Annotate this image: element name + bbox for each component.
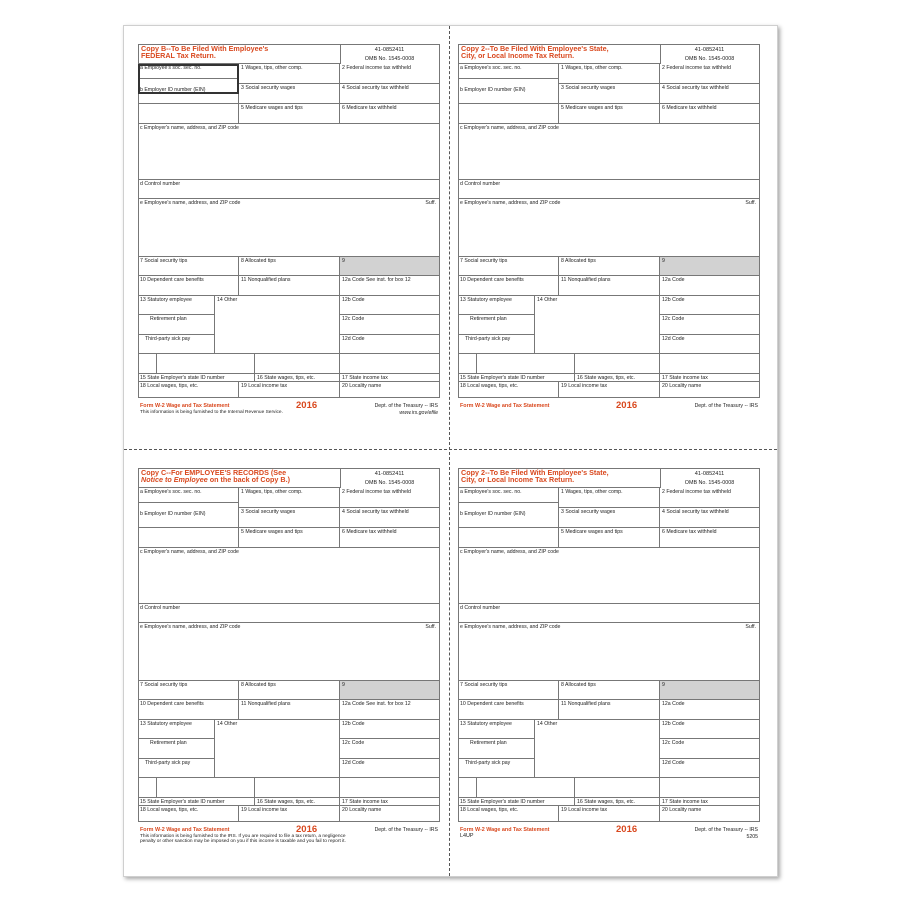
box-19-local-tax[interactable]: 19 Local income tax [559,382,660,398]
box-a[interactable] [458,468,661,488]
title-rest: on the back of Copy B.) [207,475,290,485]
box-11-nonqualified[interactable]: 11 Nonqualified plans [239,700,340,720]
box-16-state-wages[interactable]: 16 State wages, tips, etc. [575,798,660,806]
box-16-state-wages[interactable]: 16 State wages, tips, etc. [255,798,340,806]
state-spacer [138,778,157,798]
box-d-control[interactable]: d Control number [458,604,760,623]
form-copy-b [138,44,440,422]
state-spacer-3 [255,778,340,798]
box-17-state-tax[interactable]: 17 State income tax [660,798,760,806]
box-c-employer[interactable]: c Employer's name, address, and ZIP code [458,124,760,180]
omb-number: OMB No. 1545-0008 [684,480,735,486]
box-4-ss-tax[interactable]: 4 Social security tax withheld [340,508,440,528]
product-number: 5205 [746,834,758,840]
box-12c[interactable]: 12c Code [340,739,440,759]
box-14-other[interactable]: 14 Other [535,296,660,354]
box-8-allocated-tips[interactable]: 8 Allocated tips [559,681,660,700]
box-4-ss-tax[interactable]: 4 Social security tax withheld [340,84,440,104]
box-a-ssn[interactable]: a Employee's soc. sec. no. [138,488,239,503]
box-3-ss-wages[interactable]: 3 Social security wages [239,84,340,104]
form-name: Form W-2 Wage and Tax Statement [460,827,550,833]
box-c-employer[interactable]: c Employer's name, address, and ZIP code [458,548,760,604]
ein-number: 41-0852411 [694,47,725,53]
form-copy-c [138,468,440,846]
form-name: Form W-2 Wage and Tax Statement [140,827,230,833]
box-6-medicare-tax[interactable]: 6 Medicare tax withheld [660,104,760,124]
state-spacer-2 [157,778,255,798]
box-12a[interactable]: 12a Code [660,700,760,720]
box-7-ss-tips[interactable]: 7 Social security tips [138,257,239,276]
box-19-local-tax[interactable]: 19 Local income tax [559,806,660,822]
box-20-locality[interactable]: 20 Locality name [660,806,760,822]
horizontal-perforation [124,449,777,450]
footer-url[interactable]: www.irs.gov/efile [399,410,438,416]
state-spacer-3 [575,354,660,374]
box-d-control[interactable]: d Control number [138,604,440,623]
state-spacer-3 [255,354,340,374]
box-10-dependent-care[interactable]: 10 Dependent care benefits [138,276,239,296]
box-5-medicare-wages[interactable]: 5 Medicare wages and tips [559,104,660,124]
footer-note [140,834,346,844]
box-4-ss-tax[interactable]: 4 Social security tax withheld [660,508,760,528]
form-title-line1: Copy 2--To Be Filed With Employee's State, [461,44,609,53]
box-13-statutory[interactable]: 13 Statutory employee [138,720,215,739]
form-title-line1: Copy C--For EMPLOYEE'S RECORDS (See [141,468,287,477]
state-spacer-2 [477,778,575,798]
box-12d[interactable]: 12d Code [660,759,760,778]
box-13-retirement[interactable]: Retirement plan [458,739,535,759]
box-12b[interactable]: 12b Code [660,720,760,739]
box-7-ss-tips[interactable]: 7 Social security tips [458,681,559,700]
box-14-other[interactable]: 14 Other [215,720,340,778]
box-13-statutory[interactable]: 13 Statutory employee [458,296,535,315]
box-15-state[interactable]: 15 State Employer's state ID number [138,798,255,806]
box-c-employer[interactable]: c Employer's name, address, and ZIP code [138,548,440,604]
box-5-medicare-wages[interactable]: 5 Medicare wages and tips [239,528,340,548]
box-e-label: e Employee's name, address, and ZIP code [460,200,561,206]
state-spacer-2 [157,354,255,374]
box-a-ssn[interactable]: a Employee's soc. sec. no. [458,488,559,503]
box-16-state-wages[interactable]: 16 State wages, tips, etc. [255,374,340,382]
box-11-nonqualified[interactable]: 11 Nonqualified plans [239,276,340,296]
box-8-allocated-tips[interactable]: 8 Allocated tips [239,681,340,700]
form-title-line2: FEDERAL Tax Return. [141,51,216,61]
box-d-control[interactable]: d Control number [458,180,760,199]
box-10-dependent-care[interactable]: 10 Dependent care benefits [458,276,559,296]
box-15-state[interactable]: 15 State Employer's state ID number [458,798,575,806]
box-20-locality[interactable]: 20 Locality name [660,382,760,398]
box-12d[interactable]: 12d Code [660,335,760,354]
state-spacer [458,778,477,798]
box-12b[interactable]: 12b Code [340,296,440,315]
box-12c[interactable]: 12c Code [340,315,440,335]
state-spacer-4 [660,778,760,798]
box-17-state-tax[interactable]: 17 State income tax [340,374,440,382]
box-a-ssn[interactable]: a Employee's soc. sec. no. [138,64,239,79]
box-2-fed-tax[interactable]: 2 Federal income tax withheld [660,64,760,84]
ein-number: 41-0852411 [374,47,405,53]
ein-number: 41-0852411 [374,471,405,477]
box-6-medicare-tax[interactable]: 6 Medicare tax withheld [340,528,440,548]
box-9: 9 [340,257,440,276]
omb-number: OMB No. 1545-0008 [364,56,415,62]
box-5-medicare-wages[interactable]: 5 Medicare wages and tips [559,528,660,548]
dept-treasury: Dept. of the Treasury -- IRS [694,827,758,833]
footer-line1: This information is being furnished to the IRS. If you are required to file a tax return, a negligence [140,834,346,839]
form-title-line1: Copy B--To Be Filed With Employee's [141,44,269,53]
box-13-sick-pay[interactable]: Third-party sick pay [138,335,215,354]
form-name: Form W-2 Wage and Tax Statement [140,403,230,409]
omb-number: OMB No. 1545-0008 [364,480,415,486]
box-e-employee[interactable] [138,623,440,681]
box-e-employee[interactable] [458,199,760,257]
box-13-retirement[interactable]: Retirement plan [138,739,215,759]
suff-label: Suff. [425,624,436,630]
suff-label: Suff. [425,200,436,206]
form-title-line2: City, or Local Income Tax Return. [461,51,575,61]
box-7-ss-tips[interactable]: 7 Social security tips [458,257,559,276]
box-12a[interactable]: 12a Code See inst. for box 12 [340,276,440,296]
box-14-other[interactable]: 14 Other [215,296,340,354]
box-4-ss-tax[interactable]: 4 Social security tax withheld [660,84,760,104]
box-15-state[interactable]: 15 State Employer's state ID number [458,374,575,382]
dept-treasury: Dept. of the Treasury -- IRS [374,403,438,409]
vertical-perforation [449,26,450,876]
box-18-local-wages[interactable]: 18 Local wages, tips, etc. [458,806,559,822]
box-b-ein[interactable]: b Employer ID number (EIN) [138,79,239,104]
form-copy-2-top [458,44,760,422]
box-9: 9 [660,257,760,276]
dept-treasury: Dept. of the Treasury -- IRS [374,827,438,833]
box-0-left-filler [138,528,239,548]
omb-number: OMB No. 1545-0008 [684,56,735,62]
box-12b[interactable]: 12b Code [340,720,440,739]
box-12d[interactable]: 12d Code [340,759,440,778]
box-20-locality[interactable]: 20 Locality name [340,806,440,822]
box-6-medicare-tax[interactable]: 6 Medicare tax withheld [340,104,440,124]
box-3-ss-wages[interactable]: 3 Social security wages [559,508,660,528]
tax-year: 2016 [296,400,318,411]
notice-to-employee: Notice to Employee [141,475,208,485]
state-spacer-2 [477,354,575,374]
box-13-sick-pay[interactable]: Third-party sick pay [458,335,535,354]
box-11-nonqualified[interactable]: 11 Nonqualified plans [559,700,660,720]
box-8-allocated-tips[interactable]: 8 Allocated tips [559,257,660,276]
box-18-local-wages[interactable]: 18 Local wages, tips, etc. [138,382,239,398]
dept-treasury: Dept. of the Treasury -- IRS [694,403,758,409]
box-1-wages[interactable]: 1 Wages, tips, other comp. [559,488,660,508]
box-9: 9 [340,681,440,700]
box-8-allocated-tips[interactable]: 8 Allocated tips [239,257,340,276]
suff-label: Suff. [745,624,756,630]
box-18-local-wages[interactable]: 18 Local wages, tips, etc. [458,382,559,398]
box-b-ein[interactable]: b Employer ID number (EIN) [458,79,559,104]
w2-sheet [123,25,778,877]
box-a[interactable] [458,44,661,64]
box-2-fed-tax[interactable]: 2 Federal income tax withheld [660,488,760,508]
box-e-label: e Employee's name, address, and ZIP code [460,624,561,630]
box-e-employee[interactable] [458,623,760,681]
box-0-left-filler [458,528,559,548]
box-13-sick-pay[interactable]: Third-party sick pay [138,759,215,778]
box-1-wages[interactable]: 1 Wages, tips, other comp. [239,64,340,84]
box-11-nonqualified[interactable]: 11 Nonqualified plans [559,276,660,296]
box-13-sick-pay[interactable]: Third-party sick pay [458,759,535,778]
box-b-ein[interactable]: b Employer ID number (EIN) [138,503,239,528]
footer-note: This information is being furnished to the Internal Revenue Service. [140,410,283,415]
box-c-employer[interactable]: c Employer's name, address, and ZIP code [138,124,440,180]
state-spacer-4 [340,354,440,374]
box-9: 9 [660,681,760,700]
box-13-statutory[interactable]: 13 Statutory employee [458,720,535,739]
tax-year: 2016 [616,400,638,411]
box-17-state-tax[interactable]: 17 State income tax [340,798,440,806]
state-spacer-4 [660,354,760,374]
box-1-wages[interactable]: 1 Wages, tips, other comp. [239,488,340,508]
box-10-dependent-care[interactable]: 10 Dependent care benefits [458,700,559,720]
box-a[interactable] [138,44,341,64]
box-5-medicare-wages[interactable]: 5 Medicare wages and tips [239,104,340,124]
box-12a[interactable]: 12a Code See inst. for box 12 [340,700,440,720]
tax-year: 2016 [616,824,638,835]
box-13-statutory[interactable]: 13 Statutory employee [138,296,215,315]
box-2-fed-tax[interactable]: 2 Federal income tax withheld [340,488,440,508]
suff-label: Suff. [745,200,756,206]
box-12a[interactable]: 12a Code [660,276,760,296]
box-17-state-tax[interactable]: 17 State income tax [660,374,760,382]
box-2-fed-tax[interactable]: 2 Federal income tax withheld [340,64,440,84]
box-12b[interactable]: 12b Code [660,296,760,315]
box-6-medicare-tax[interactable]: 6 Medicare tax withheld [660,528,760,548]
box-14-other[interactable]: 14 Other [535,720,660,778]
box-15-state[interactable]: 15 State Employer's state ID number [138,374,255,382]
product-code: L4UP [460,833,474,839]
box-10-dependent-care[interactable]: 10 Dependent care benefits [138,700,239,720]
box-7-ss-tips[interactable]: 7 Social security tips [138,681,239,700]
box-20-locality[interactable]: 20 Locality name [340,382,440,398]
box-12c[interactable]: 12c Code [660,739,760,759]
box-13-retirement[interactable]: Retirement plan [458,315,535,335]
box-0-left-filler [138,104,239,124]
box-1-wages[interactable]: 1 Wages, tips, other comp. [559,64,660,84]
box-12c[interactable]: 12c Code [660,315,760,335]
box-a[interactable] [138,468,341,488]
box-18-local-wages[interactable]: 18 Local wages, tips, etc. [138,806,239,822]
state-spacer [458,354,477,374]
state-spacer-3 [575,778,660,798]
box-3-ss-wages[interactable]: 3 Social security wages [239,508,340,528]
box-e-label: e Employee's name, address, and ZIP code [140,624,241,630]
footer-line2: penalty or other sanction may be imposed on you if this income is taxable and you fail to report it. [140,839,346,845]
form-title-line1: Copy 2--To Be Filed With Employee's State, [461,468,609,477]
tax-year: 2016 [296,824,318,835]
box-e-employee[interactable] [138,199,440,257]
state-spacer-4 [340,778,440,798]
state-spacer [138,354,157,374]
box-3-ss-wages[interactable]: 3 Social security wages [559,84,660,104]
box-16-state-wages[interactable]: 16 State wages, tips, etc. [575,374,660,382]
box-13-retirement[interactable]: Retirement plan [138,315,215,335]
box-e-label: e Employee's name, address, and ZIP code [140,200,241,206]
box-12d[interactable]: 12d Code [340,335,440,354]
box-0-left-filler [458,104,559,124]
box-19-local-tax[interactable]: 19 Local income tax [239,806,340,822]
ein-number: 41-0852411 [694,471,725,477]
box-19-local-tax[interactable]: 19 Local income tax [239,382,340,398]
form-copy-2-bottom [458,468,760,846]
box-d-control[interactable]: d Control number [138,180,440,199]
box-b-ein[interactable]: b Employer ID number (EIN) [458,503,559,528]
form-name: Form W-2 Wage and Tax Statement [460,403,550,409]
box-a-ssn[interactable]: a Employee's soc. sec. no. [458,64,559,79]
form-title-line2: City, or Local Income Tax Return. [461,475,575,485]
